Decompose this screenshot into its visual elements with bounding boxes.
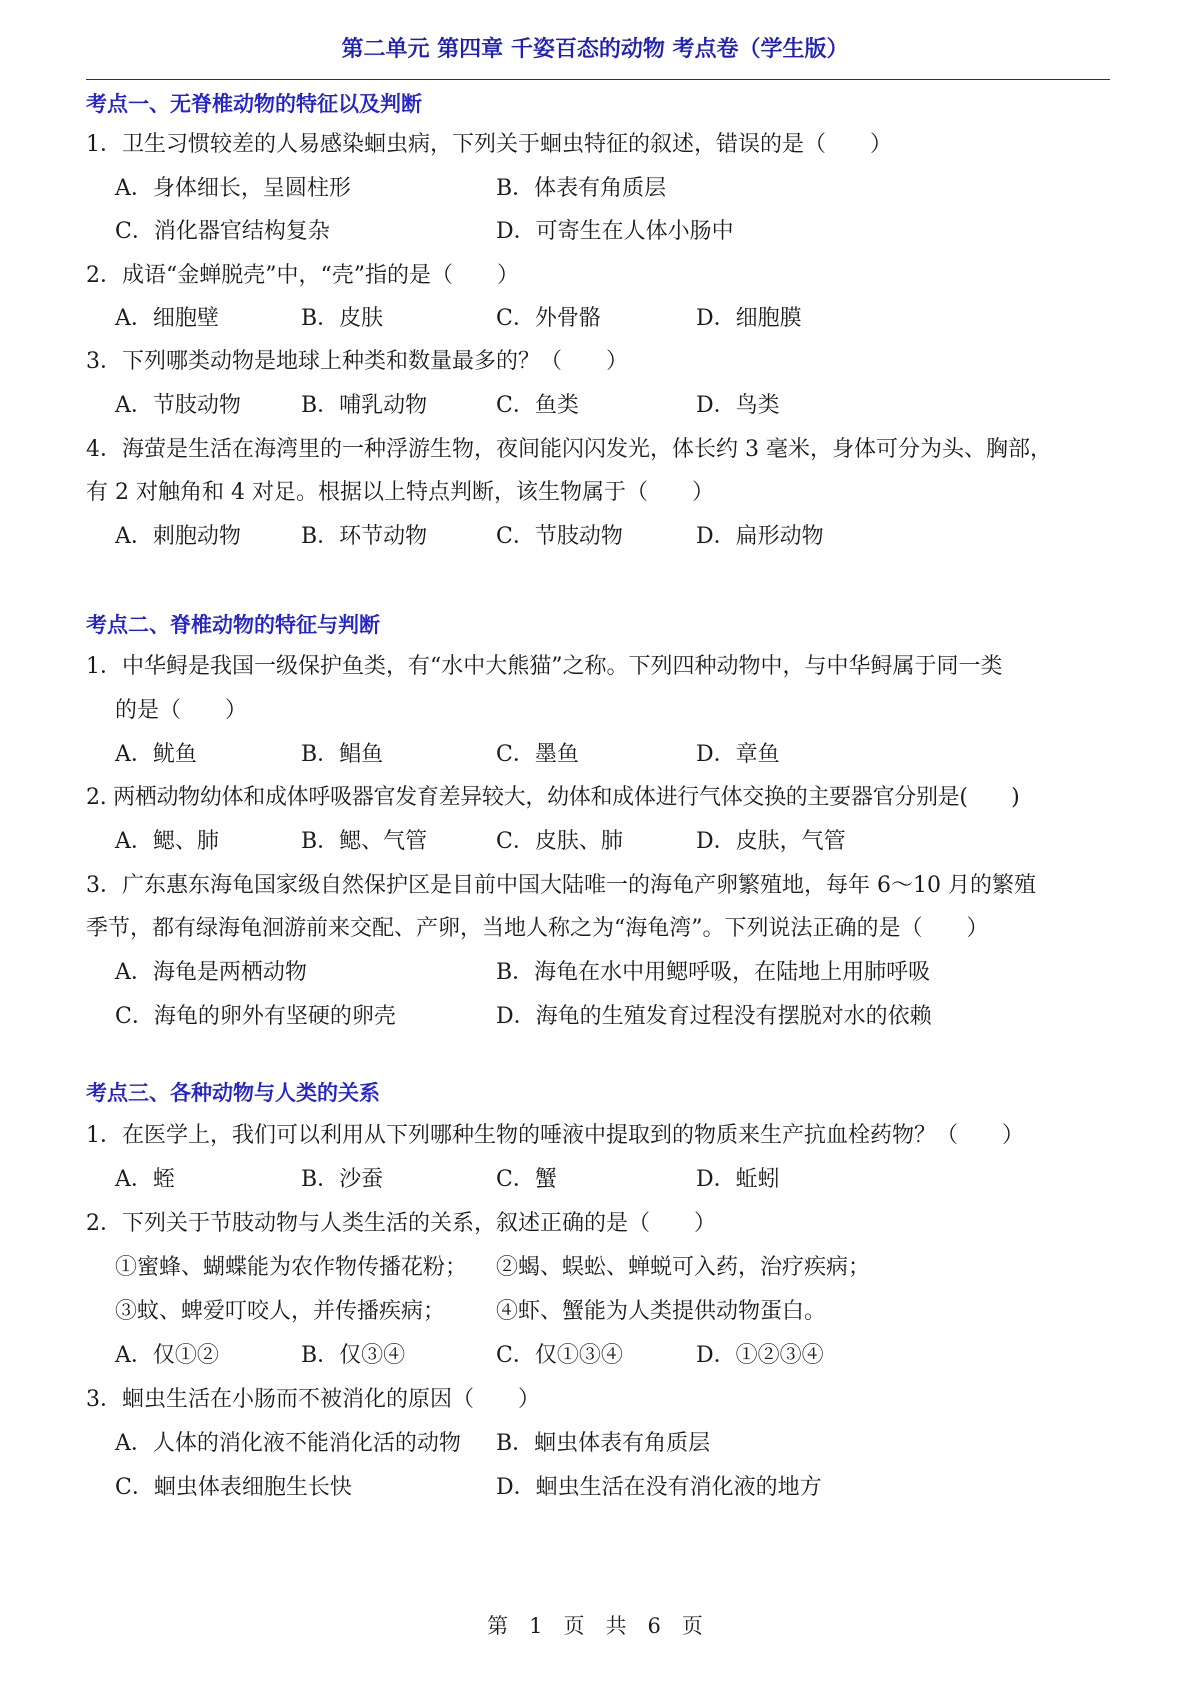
option-d: D．章鱼 <box>696 742 780 767</box>
question-text: 2. 两栖动物幼体和成体呼吸器官发育差异较大，幼体和成体进行气体交换的主要器官分别是( ) <box>86 785 1020 810</box>
options-row <box>115 828 1110 856</box>
page-number: 第 1 页 共 6 页 <box>487 1614 703 1638</box>
options-row <box>115 1474 1110 1502</box>
option-c: C．消化器官结构复杂 <box>115 219 330 244</box>
options-row <box>115 523 1110 551</box>
option-d: D．扁形动物 <box>696 524 824 549</box>
option-b: B．哺乳动物 <box>301 393 428 418</box>
option-d: D．可寄生在人体小肠中 <box>496 219 734 244</box>
options-row <box>115 959 1110 987</box>
option-a: A．仅①② <box>115 1343 219 1368</box>
statements-row <box>115 1298 1110 1326</box>
option-d: D．细胞膜 <box>696 306 802 331</box>
option-d: D．皮肤，气管 <box>696 829 846 854</box>
page-title: 第二单元 第四章 千姿百态的动物 考点卷（学生版） <box>341 37 849 62</box>
question-text: 季节，都有绿海龟洄游前来交配、产卵，当地人称之为“海龟湾”。下列说法正确的是（ ） <box>86 916 989 941</box>
option-a: A．细胞壁 <box>115 306 219 331</box>
header-divider <box>86 79 1110 80</box>
question-text: 有 2 对触角和 4 对足。根据以上特点判断，该生物属于（ ） <box>86 480 714 505</box>
option-a: A．人体的消化液不能消化活的动物 <box>115 1431 461 1456</box>
options-row <box>115 392 1110 420</box>
options-row <box>115 305 1110 333</box>
question-text: 4．海萤是生活在海湾里的一种浮游生物，夜间能闪闪发光，体长约 3 毫米，身体可分为头、胸部， <box>86 437 1052 462</box>
statements-row <box>115 1254 1110 1282</box>
option-b: B．鲳鱼 <box>301 742 384 767</box>
option-b: B．鳃、气管 <box>301 829 428 854</box>
statement-3: ③蚊、蜱爱叮咬人，并传播疾病； <box>115 1299 446 1324</box>
question-text: 3．下列哪类动物是地球上种类和数量最多的？（ ） <box>86 349 628 374</box>
question-text: 3．广东惠东海龟国家级自然保护区是目前中国大陆唯一的海龟产卵繁殖地，每年 6～10 月的繁殖 <box>86 873 1036 898</box>
option-b: B．仅③④ <box>301 1343 406 1368</box>
options-row <box>115 1430 1110 1458</box>
option-a: A．刺胞动物 <box>115 524 241 549</box>
question-text: 2．成语“金蝉脱壳”中，“壳”指的是（ ） <box>86 263 519 288</box>
option-c: C．墨鱼 <box>496 742 579 767</box>
option-b: B．皮肤 <box>301 306 384 331</box>
option-b: B．体表有角质层 <box>496 176 667 201</box>
option-b: B．沙蚕 <box>301 1167 384 1192</box>
option-a: A．鱿鱼 <box>115 742 197 767</box>
question-text: 1．卫生习惯较差的人易感染蛔虫病，下列关于蛔虫特征的叙述，错误的是（ ） <box>86 132 892 157</box>
option-d: D．鸟类 <box>696 393 780 418</box>
options-row <box>115 1003 1110 1031</box>
option-b: B．蛔虫体表有角质层 <box>496 1431 711 1456</box>
option-c: C．蛔虫体表细胞生长快 <box>115 1475 352 1500</box>
option-c: C．仅①③④ <box>496 1343 623 1368</box>
options-row <box>115 218 1110 246</box>
section-title: 考点一、无脊椎动物的特征以及判断 <box>86 92 422 116</box>
question-text: 2．下列关于节肢动物与人类生活的关系，叙述正确的是（ ） <box>86 1211 716 1236</box>
option-c: C．皮肤、肺 <box>496 829 623 854</box>
option-c: C．鱼类 <box>496 393 579 418</box>
option-c: C．节肢动物 <box>496 524 623 549</box>
options-row <box>115 1166 1110 1194</box>
option-d: D．海龟的生殖发育过程没有摆脱对水的依赖 <box>496 1004 932 1029</box>
options-row <box>115 741 1110 769</box>
option-b: B．海龟在水中用鳃呼吸，在陆地上用肺呼吸 <box>496 960 931 985</box>
options-row <box>115 175 1110 203</box>
option-c: C．外骨骼 <box>496 306 601 331</box>
statement-2: ②蝎、蜈蚣、蝉蜕可入药，治疗疾病； <box>496 1255 871 1280</box>
option-a: A．海龟是两栖动物 <box>115 960 307 985</box>
option-a: A．节肢动物 <box>115 393 241 418</box>
question-text: 3．蛔虫生活在小肠而不被消化的原因（ ） <box>86 1387 540 1412</box>
question-text: 1．在医学上，我们可以利用从下列哪种生物的唾液中提取到的物质来生产抗血栓药物？（ ） <box>86 1123 1025 1148</box>
option-a: A．鳃、肺 <box>115 829 219 854</box>
options-row <box>115 1342 1110 1370</box>
section-title: 考点二、脊椎动物的特征与判断 <box>86 613 380 637</box>
option-c: C．蟹 <box>496 1167 557 1192</box>
question-text: 1．中华鲟是我国一级保护鱼类，有“水中大熊猫”之称。下列四种动物中，与中华鲟属于同一类 <box>86 654 1003 679</box>
question-text: 的是（ ） <box>115 698 248 723</box>
section-title: 考点三、各种动物与人类的关系 <box>86 1081 380 1105</box>
option-a: A．蛭 <box>115 1167 175 1192</box>
statement-4: ④虾、蟹能为人类提供动物蛋白。 <box>496 1299 827 1324</box>
option-b: B．环节动物 <box>301 524 428 549</box>
option-c: C．海龟的卵外有坚硬的卵壳 <box>115 1004 396 1029</box>
option-a: A．身体细长，呈圆柱形 <box>115 176 351 201</box>
option-d: D．蚯蚓 <box>696 1167 780 1192</box>
option-d: D．蛔虫生活在没有消化液的地方 <box>496 1475 822 1500</box>
option-d: D．①②③④ <box>696 1343 824 1368</box>
statement-1: ①蜜蜂、蝴蝶能为农作物传播花粉； <box>115 1255 468 1280</box>
